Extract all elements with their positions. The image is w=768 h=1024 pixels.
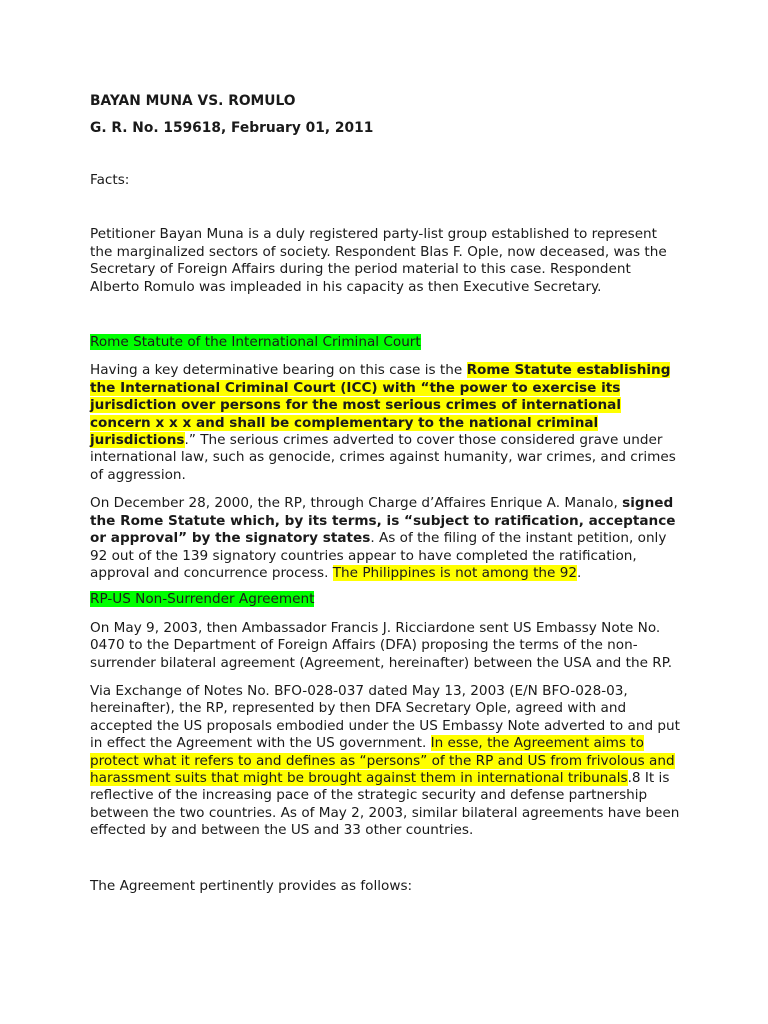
case-number: G. R. No. 159618, February 01, 2011 bbox=[90, 120, 374, 136]
text-run: Having a key determinative bearing on this case is the bbox=[90, 362, 467, 379]
section-heading-text: Rome Statute of the International Criminal Court bbox=[90, 334, 421, 351]
paragraph-embassy-note: On May 9, 2003, then Ambassador Francis J. Ricciardone sent US Embassy Note No. 0470 to the Department of Foreign Affairs (DFA) proposing the terms of the non-surrender bilateral agreement (Agreement, hereinafter) between the USA and the RP. bbox=[90, 619, 673, 671]
paragraph-signing bbox=[90, 495, 680, 582]
text-run: On December 28, 2000, the RP, through Charge d’Affaires Enrique A. Manalo, bbox=[90, 495, 623, 512]
facts-label: Facts: bbox=[90, 172, 130, 188]
highlighted-text: In esse, the Agreement aims to protect what it refers to and defines as “persons” of the RP and US from frivolous and harassment suits that might be brought against them in international tribunals bbox=[90, 735, 675, 786]
paragraph-exchange-notes bbox=[90, 683, 680, 840]
paragraph-rome-statute bbox=[90, 362, 680, 484]
text-run: .8 It is reflective of the increasing pace of the strategic security and defense partnership between the two countries. As of May 2, 2003, similar bilateral agreements have been effected by and between the US and 33 other countries. bbox=[90, 769, 680, 839]
paragraph-agreement-provides: The Agreement pertinently provides as follows: bbox=[90, 877, 413, 894]
highlighted-text: Rome Statute establishing the International Criminal Court (ICC) with “the power to exercise its jurisdiction over persons for the most serious crimes of international concern x x x and shall be complementary to the national criminal jurisdictions bbox=[90, 362, 671, 449]
paragraph-petitioner: Petitioner Bayan Muna is a duly registered party-list group established to represent the marginalized sectors of society. Respondent Blas F. Ople, now deceased, was the Secretary of Foreign Affairs during the period material to this case. Respondent Alberto Romulo was impleaded in his capacity as then Executive Secretary. bbox=[90, 226, 667, 295]
highlighted-text: The Philippines is not among the 92 bbox=[332, 564, 578, 581]
section-heading-non-surrender bbox=[90, 591, 680, 608]
bold-text: signed the Rome Statute which, by its terms, is “subject to ratification, acceptance or approval” by the signatory states bbox=[90, 495, 676, 547]
section-heading-rome-statute bbox=[90, 334, 680, 351]
case-title: BAYAN MUNA VS. ROMULO bbox=[90, 93, 296, 109]
section-heading-text: RP-US Non-Surrender Agreement bbox=[90, 591, 315, 608]
text-run: . As of the filing of the instant petition, only 92 out of the 139 signatory countries appear to have completed the ratification, approval and concurrence process. bbox=[90, 530, 667, 581]
text-run: .” The serious crimes adverted to cover those considered grave under international law, such as genocide, crimes against humanity, war crimes, and crimes of aggression. bbox=[90, 432, 676, 483]
text-run: Via Exchange of Notes No. BFO-028-037 dated May 13, 2003 (E/N BFO-028-03, hereinafter), the RP, represented by then DFA Secretary Ople, agreed with and accepted the US proposals embodied under the US Embassy Note adverted to and put in effect the Agreement with the US government. bbox=[90, 682, 681, 752]
text-run: . bbox=[577, 564, 582, 581]
